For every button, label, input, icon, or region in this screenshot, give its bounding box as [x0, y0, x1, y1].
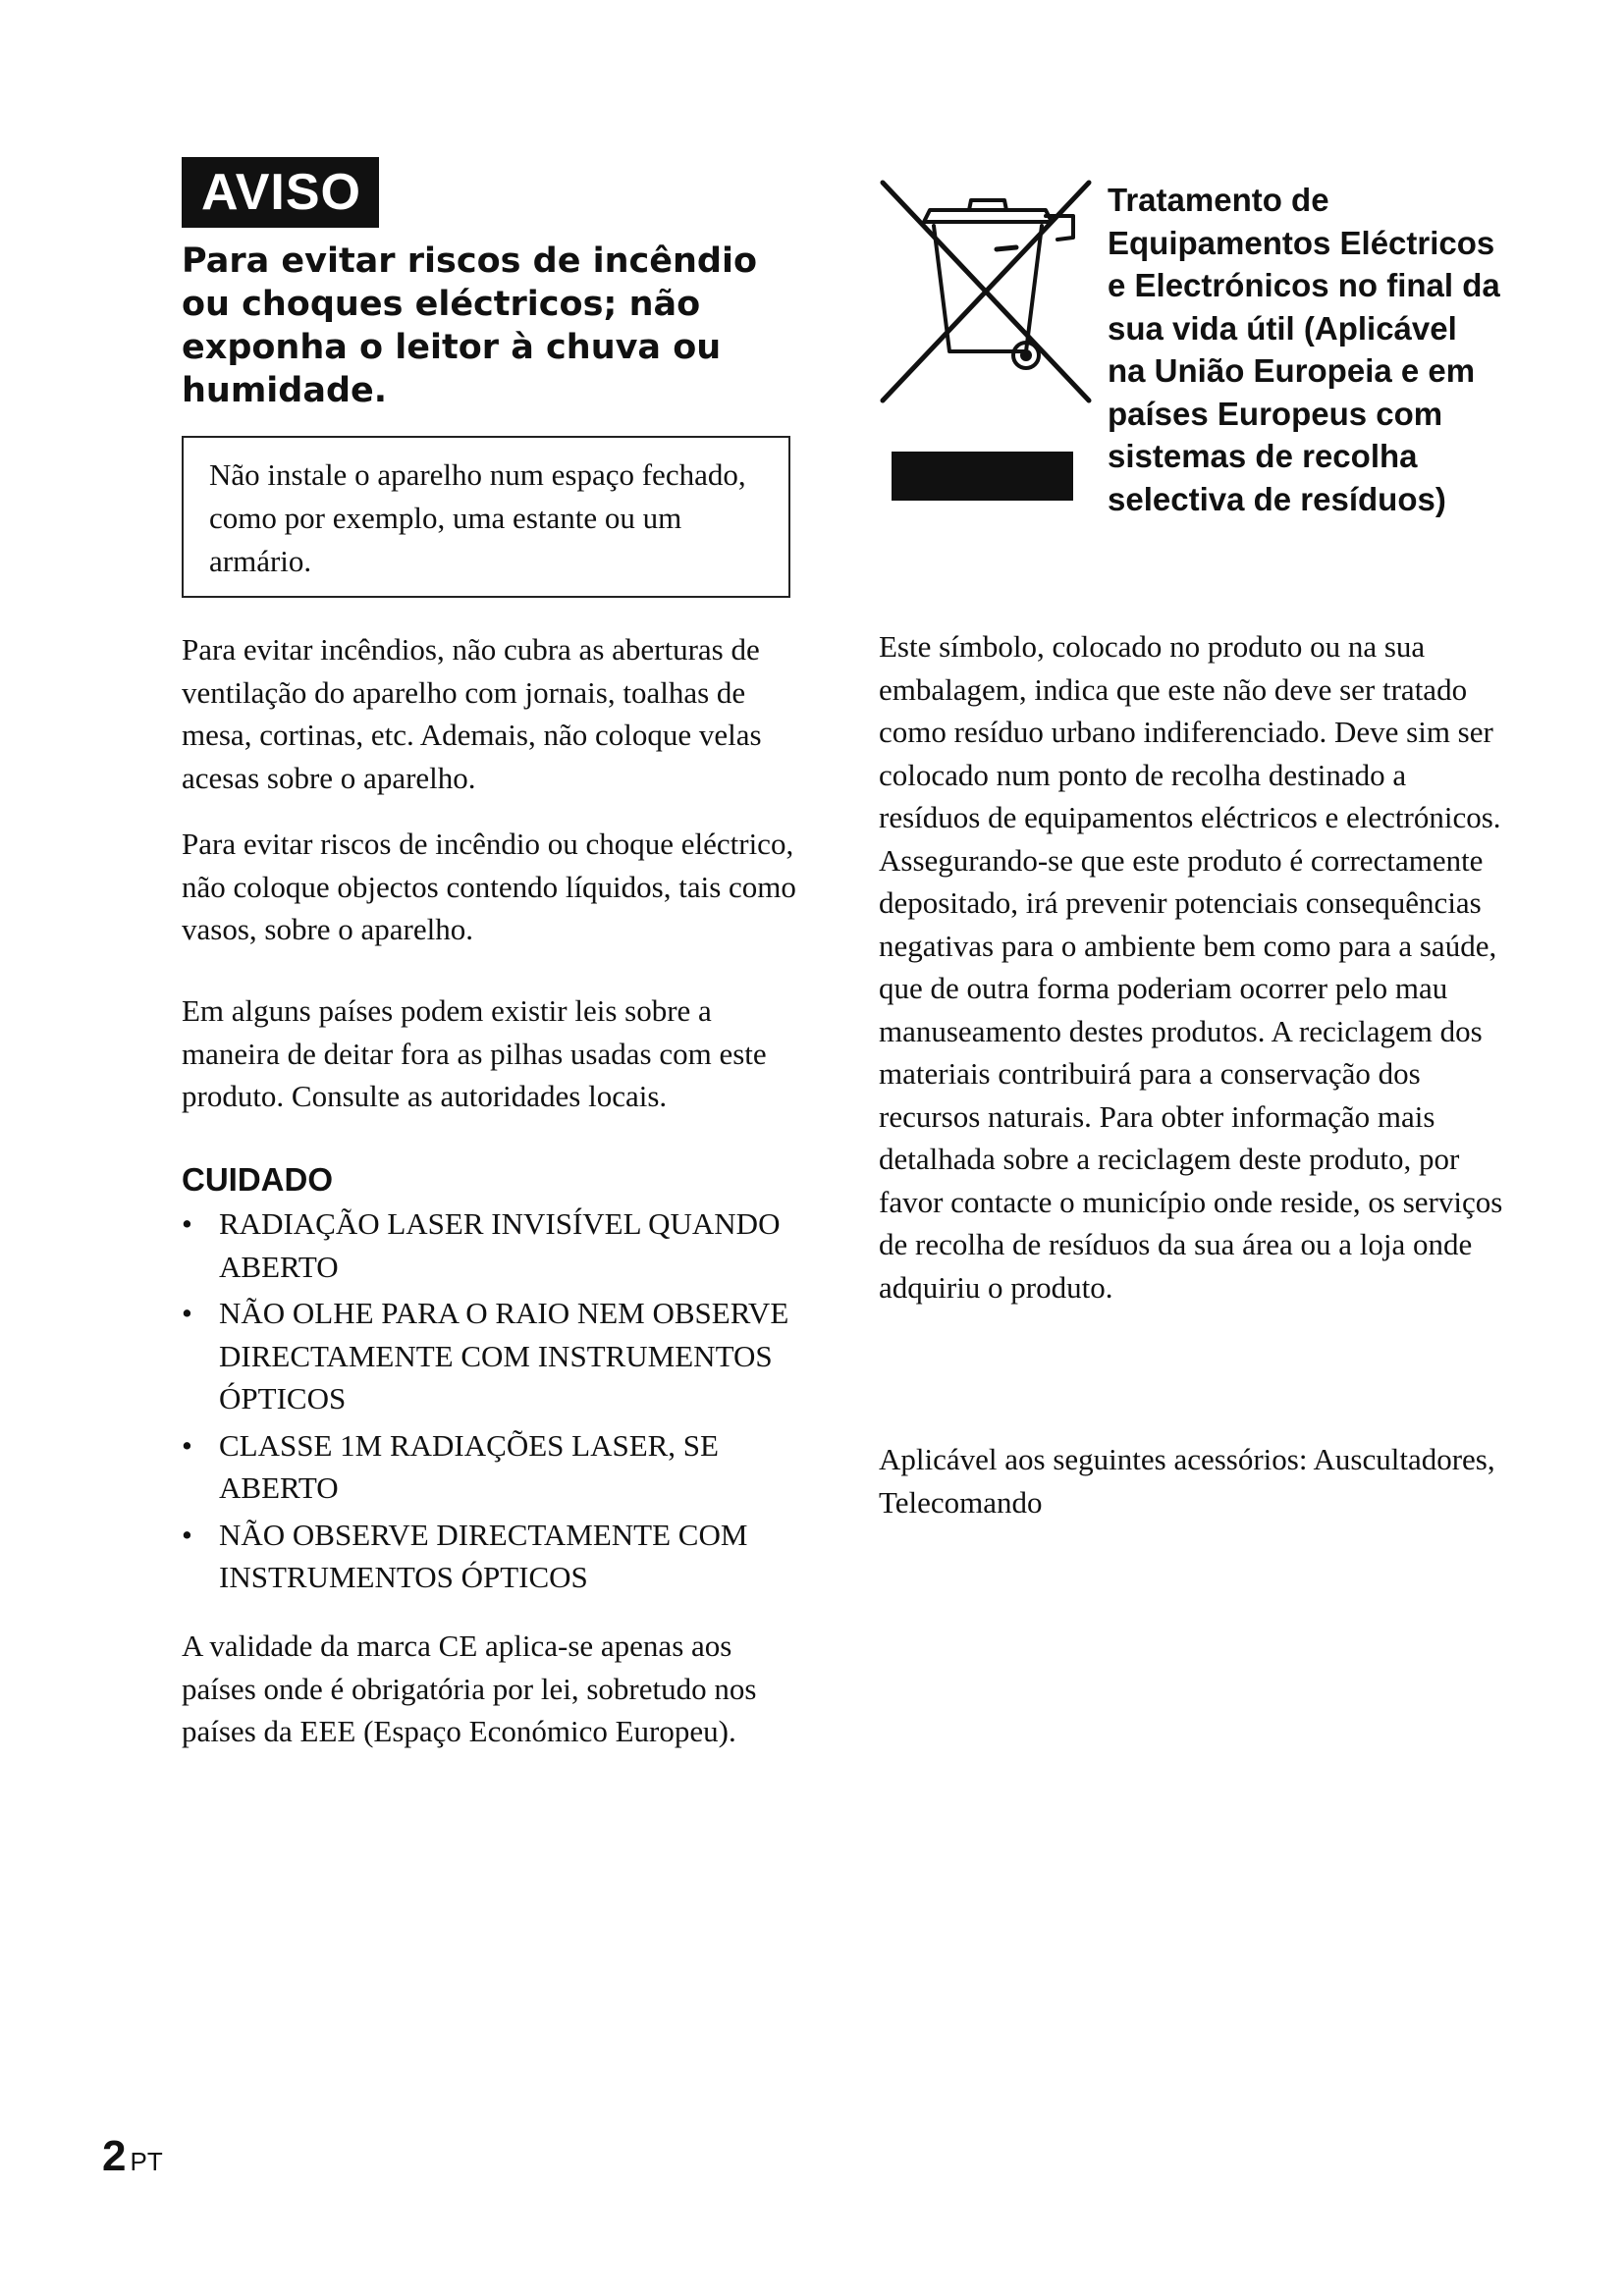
aviso-badge: AVISO [182, 157, 379, 228]
page-number-value: 2 [102, 2132, 127, 2180]
weee-black-bar [892, 452, 1073, 501]
caution-item-text: NÃO OLHE PARA O RAIO NEM OBSERVE DIRECTAMENTE COM INSTRUMENTOS ÓPTICOS [219, 1296, 789, 1415]
installation-notice-box [182, 436, 790, 598]
ventilation-paragraph: Para evitar incêndios, não cubra as aberturas de ventilação do aparelho com jornais, toalhas de mesa, cortinas, etc. Ademais, não coloque velas acesas sobre o aparelho. [182, 632, 762, 795]
bullet: • [182, 1427, 192, 1463]
caution-item-text: CLASSE 1M RADIAÇÕES LASER, SE ABERTO [219, 1427, 719, 1505]
bullet: • [182, 1517, 192, 1552]
page-number [102, 2132, 163, 2181]
caution-item-text: RADIAÇÃO LASER INVISÍVEL QUANDO ABERTO [219, 1206, 781, 1284]
caution-item [182, 1424, 810, 1510]
crossed-out-wheelie-bin-icon [879, 179, 1097, 404]
battery-disposal-paragraph: Em alguns países podem existir leis sobre a maneira de deitar fora as pilhas usadas com este produto. Consulte as autoridades locais. [182, 993, 767, 1113]
page-language: PT [130, 2147, 163, 2176]
weee-title: Tratamento de Equipamentos Eléctricos e Electrónicos no final da sua vida útil (Aplicável na União Europeia e em países Europeus com sistemas de recolha selectiva de resíduos) [1108, 182, 1500, 517]
bullet: • [182, 1296, 192, 1330]
caution-item [182, 1202, 810, 1288]
bullet: • [182, 1206, 192, 1241]
weee-description-paragraph: Este símbolo, colocado no produto ou na sua embalagem, indica que este não deve ser tratado como resíduo urbano indiferenciado. Deve sim ser colocado num ponto de recolha destinado a resíduos de equipamentos eléctricos e electrónicos. Assegurando-se que este produto é correctamente depositado, irá prevenir potenciais consequências negativas para o ambiente bem como para a saúde, que de outra forma poderiam ocorrer pelo mau manuseamento destes produtos. A reciclagem dos materiais contribuirá para a conservação dos recursos naturais. Para obter informação mais detalhada sobre a reciclagem deste produto, por favor contacte o município onde reside, os serviços de recolha de resíduos da sua área ou a loja onde adquiriu o produto. [879, 629, 1503, 1305]
installation-notice-text: Não instale o aparelho num espaço fechado, como por exemplo, uma estante ou um armário. [209, 457, 746, 578]
ce-mark-paragraph: A validade da marca CE aplica-se apenas aos países onde é obrigatória por lei, sobretudo nos países da EEE (Espaço Económico Europeu). [182, 1629, 757, 1748]
warning-heading: Para evitar riscos de incêndio ou choques eléctricos; não exponha o leitor à chuva ou humidade. [182, 241, 758, 410]
caution-item [182, 1514, 810, 1599]
liquids-paragraph: Para evitar riscos de incêndio ou choque eléctrico, não coloque objectos contendo líquidos, tais como vasos, sobre o aparelho. [182, 827, 796, 946]
caution-item-text: NÃO OBSERVE DIRECTAMENTE COM INSTRUMENTOS ÓPTICOS [219, 1517, 748, 1594]
caution-title: CUIDADO [182, 1161, 333, 1198]
accessories-paragraph: Aplicável aos seguintes acessórios: Auscultadores, Telecomando [879, 1442, 1495, 1520]
caution-item [182, 1292, 810, 1420]
caution-list [182, 1202, 810, 1603]
